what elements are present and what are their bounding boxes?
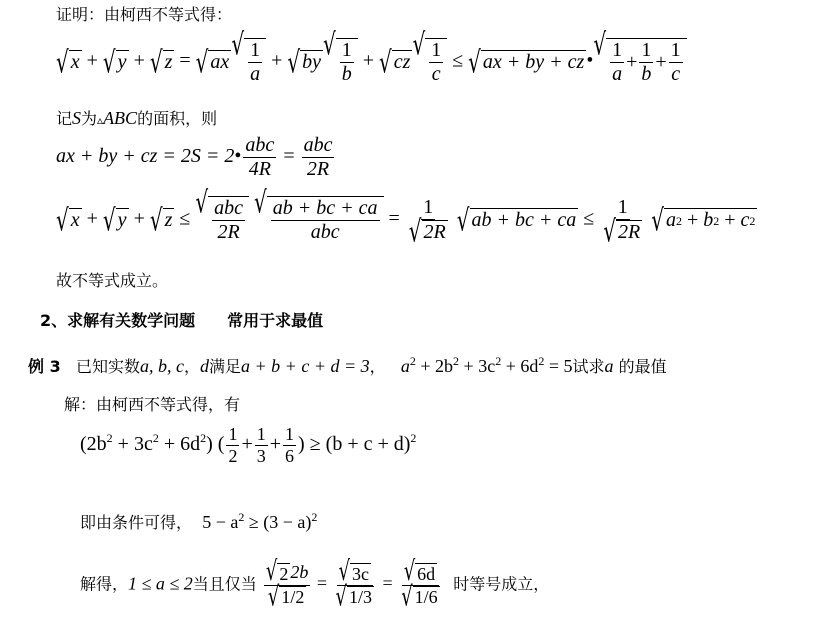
proof-conclusion: 故不等式成立。 <box>56 271 169 290</box>
cauchy-inequality: $(2b^2 + 3c^2 + 6d^2)$ ( $\frac{1}{2}$ + $\frac{1}{3}$ + $\frac{1}{6}$ ) ≥ $(b + c + d)^2$ <box>80 424 417 466</box>
condition-line: 即由条件可得， $5 - a^2 \ge (3 - a)^2$ <box>80 510 318 532</box>
triangle-area-note: 记S为▵ABC的面积，则 <box>56 108 218 128</box>
solution-intro: 解：由柯西不等式得，有 <box>64 395 241 414</box>
section-heading: 2、求解有关数学问题 常用于求最值 <box>40 311 324 330</box>
example-label: 例 3 <box>28 357 61 376</box>
cauchy-equation-2: √ x + √ y + √ z ≤ √ $\frac{\text{abc}}{2R}$ √ $\frac{ab + bc + ca}{\text{abc}}$ = $\frac{1}{√ 2R}$ √ ab + bc + ca ≤ $\frac{1}{√ 2R}$ √ a 2 + b 2 + c 2 <box>56 184 756 249</box>
example-3-statement: 例 3 已知实数a, b, c，d满足a + b + c + d = 3， $a^2 + 2b^2 + 3c^2 + 6d^2 = 5$试求a 的最值 <box>28 354 667 376</box>
cauchy-equation-1: √ x + √ y + √ z = √ ax √ $\frac{1}{a}$ + √ by √ $\frac{1}{b}$ + √ cz √ $\frac{1}{c}$ ≤ √ ax + by + cz • √ $\frac{1}{a}$ + $\frac{1}{b}$ + $\frac{1}{c}$ <box>56 38 687 86</box>
area-equation: ax + by + cz = 2S = 2• $\frac{\text{abc}}{4R}$ = $\frac{\text{abc}}{2R}$ <box>56 134 333 180</box>
result-line: 解得，1 ≤ a ≤ 2当且仅当 √ 2 2b √ 1/2 = √ 3c √ 1/3 = √ 6d √ 1/6 时等号成立， <box>80 556 550 613</box>
proof-intro: 证明：由柯西不等式得： <box>56 5 233 24</box>
